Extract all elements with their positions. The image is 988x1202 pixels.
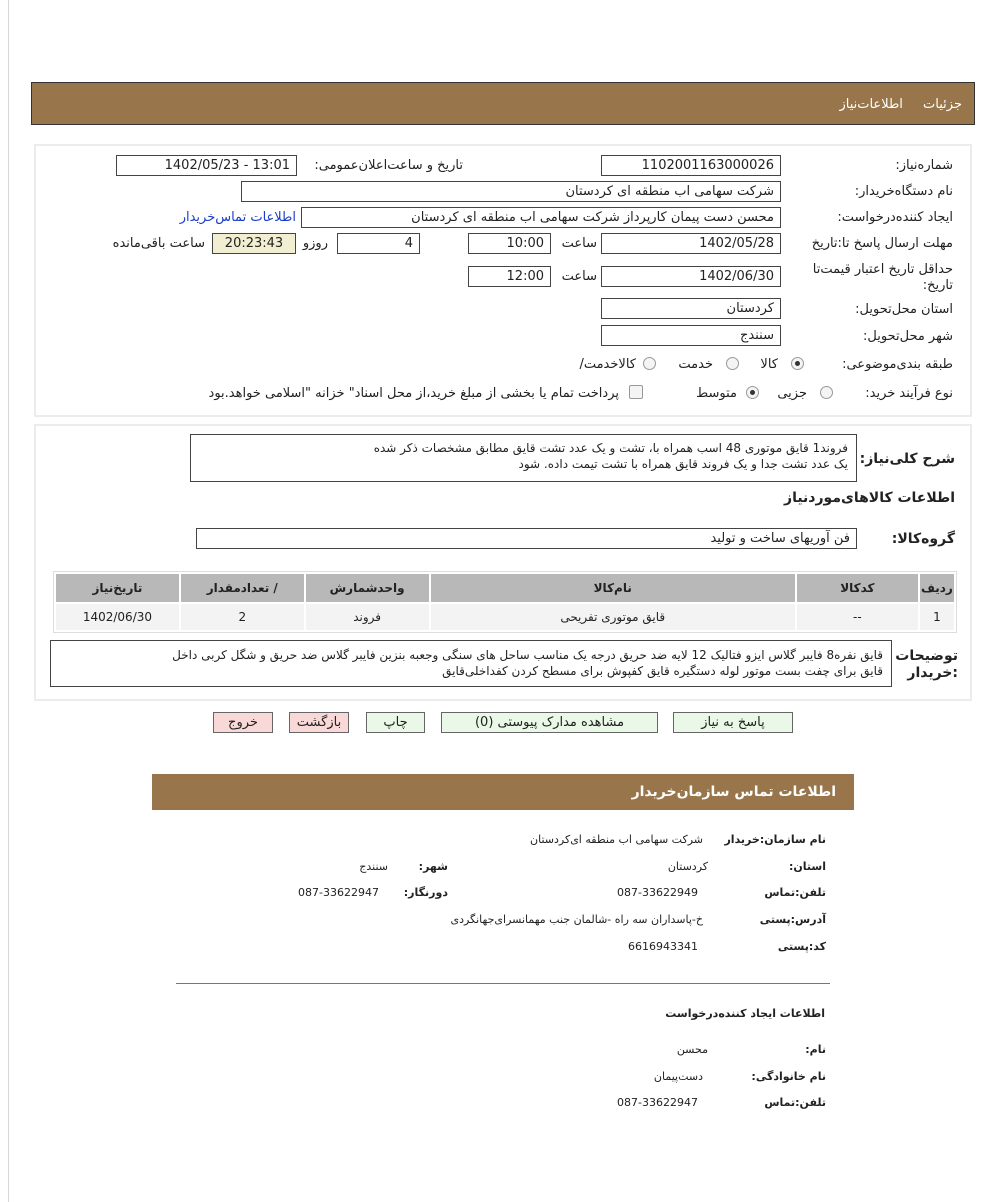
city-label: شهر محل‌تحویل: [863,329,953,344]
cell-date: 1402/06/30 [56,604,179,630]
province-field: کردستان [601,298,781,319]
days-field: 4 [337,233,420,254]
col-name-header: نام‌کالا [431,574,795,602]
creator-label: ایجاد کننده‌درخواست: [837,210,953,225]
table-row [56,604,954,630]
purchase-type-label: نوع فرآیند خرید: [865,386,953,401]
summary-box [190,434,857,482]
contact-province-value: کردستان [667,860,708,873]
col-unit-header: واحدشمارش [306,574,429,602]
goods-group-label: گروه‌کالا: [891,531,955,547]
purchase-minor-radio[interactable] [820,386,833,399]
need-number-label: شماره‌نیاز: [895,158,953,173]
buyer-desc-line-1: قایق نفره8 فایبر گلاس ایزو فتالیک 12 لایه ضد حریق درجه یک مناسب ساحل های سنگی وجعبه بنزین فایبر گلاس ضد حریق و شگل کربی داخل [172,648,883,662]
purchase-medium-radio[interactable] [746,386,759,399]
creator-field: محسن دست پیمان کارپرداز شرکت سهامی اب منطقه ای کردستان [301,207,781,228]
contact-phone-value: 087-33622949 [617,886,698,899]
city-field: سنندج [601,325,781,346]
validity-time-label: ساعت [561,269,597,284]
days-label: روزو [302,236,328,251]
validity-time-field: 12:00 [468,266,551,287]
creator-name-value: محسن [676,1043,708,1056]
summary-label: شرح کلی‌نیاز: [859,451,955,467]
category-label: طبقه بندی‌موضوعی: [842,357,953,372]
buyer-contact-link[interactable]: اطلاعات تماس‌خریدار [179,210,296,225]
col-row-header: ردیف [920,574,954,602]
contact-org-label: نام سازمان:خریدار [724,833,826,846]
category-goods-label: کالا [760,357,778,372]
category-goods-radio[interactable] [791,357,804,370]
contact-postal-label: کد:پستی [777,940,826,953]
tab-details[interactable]: جزئیات [923,97,962,112]
validity-date-field: 1402/06/30 [601,266,781,287]
announce-field: 1402/05/23 - 13:01 [116,155,297,176]
contact-address-label: آدرس:پستی [759,913,826,926]
summary-line-2: یک عدد تشت جدا و یک فروند قایق همراه با تشت تیمت داده. شود [518,457,848,471]
buyer-desc-label-2: :خریدار [907,665,958,681]
buyer-org-field: شرکت سهامی اب منطقه ای کردستان [241,181,781,202]
validity-label: حداقل تاریخ اعتبار قیمت‌تا [812,262,953,277]
reply-button[interactable]: پاسخ به نیاز [673,712,793,733]
need-number-field: 1102001163000026 [601,155,781,176]
col-code-header: کدکالا [797,574,918,602]
summary-line-1: فروند1 قایق موتوری 48 اسب همراه با، تشت و یک عدد تشت قایق مطابق مشخصات ذکر شده [373,441,848,455]
print-button[interactable]: چاپ [366,712,425,733]
deadline-label: مهلت ارسال پاسخ تا:تاریخ [811,236,953,251]
cell-code: -- [797,604,918,630]
goods-info-title: اطلاعات کالاهای‌موردنیاز [784,490,955,506]
contact-phone-label: تلفن:تماس [764,886,826,899]
contact-postal-value: 6616943341 [628,940,698,953]
creator-phone-value: 087-33622947 [617,1096,698,1109]
cell-unit: فروند [306,604,429,630]
goods-group-field: فن آوریهای ساخت و تولید [196,528,857,549]
treasury-payment-label: پرداخت تمام یا بخشی از مبلغ خرید،از محل اسناد" خزانه "اسلامی خواهد.بود [208,386,619,401]
header-bar [31,82,975,125]
view-attachments-button[interactable]: مشاهده مدارک پیوستی (0) [441,712,658,733]
creator-family-value: دست‌پیمان [653,1070,703,1083]
col-qty-header: / تعدادمقدار [181,574,304,602]
contact-fax-value: 087-33622947 [298,886,379,899]
buyer-desc-box [50,640,892,687]
creator-family-label: نام خانوادگی: [751,1070,826,1083]
buyer-desc-label: توضیحات [895,648,958,664]
cell-name: قایق موتوری تفریحی [431,604,795,630]
deadline-time-label: ساعت [561,236,597,251]
province-label: استان محل‌تحویل: [855,302,953,317]
creator-phone-label: تلفن:تماس [764,1096,826,1109]
creator-name-label: نام: [805,1043,826,1056]
deadline-date-field: 1402/05/28 [601,233,781,254]
remaining-time-field: 20:23:43 [212,233,296,254]
buyer-org-label: نام دستگاه‌خریدار: [854,184,953,199]
category-service-label: خدمت [678,357,713,372]
goods-table-header-row [56,574,954,602]
goods-table-frame [53,571,957,633]
contact-header-bar [152,774,854,810]
goods-table [54,572,956,632]
contact-divider [176,983,830,984]
exit-button[interactable]: خروج [213,712,273,733]
category-goods-service-radio[interactable] [643,357,656,370]
category-service-radio[interactable] [726,357,739,370]
contact-city-value: سنندج [359,860,388,873]
creator-info-title: اطلاعات ایجاد کننده‌درخواست [665,1007,825,1020]
col-date-header: تاریخ‌نیاز [56,574,179,602]
page-left-border [8,0,9,1202]
announce-label: تاریخ و ساعت‌اعلان‌عمومی: [314,158,463,173]
cell-qty: 2 [181,604,304,630]
treasury-payment-checkbox[interactable] [629,385,643,399]
contact-province-label: استان: [789,860,826,873]
contact-city-label: شهر: [418,860,448,873]
deadline-time-field: 10:00 [468,233,551,254]
contact-org-value: شرکت سهامی اب منطقه ای‌کردستان [530,833,703,846]
purchase-medium-label: متوسط [696,386,737,401]
contact-title: اطلاعات تماس سازمان‌خریدار [631,784,836,800]
cell-row: 1 [920,604,954,630]
contact-address-value: خ-پاسداران سه راه -شالمان جنب مهمانسرای‌جهانگردی [450,913,703,926]
contact-fax-label: دورنگار: [403,886,448,899]
buyer-desc-line-2: قایق برای چفت بست موتور لوله دستگیره قایق کفپوش برای مسطح کردن کفداخلی‌قایق [442,664,883,678]
purchase-minor-label: جزیی [777,386,807,401]
validity-label-2: تاریخ: [922,278,953,293]
tab-need-info[interactable]: اطلاعات‌نیاز [839,97,903,112]
back-button[interactable]: بازگشت [289,712,349,733]
category-goods-service-label: کالاخدمت/ [579,357,636,372]
remaining-time-label: ساعت باقی‌مانده [112,236,205,251]
